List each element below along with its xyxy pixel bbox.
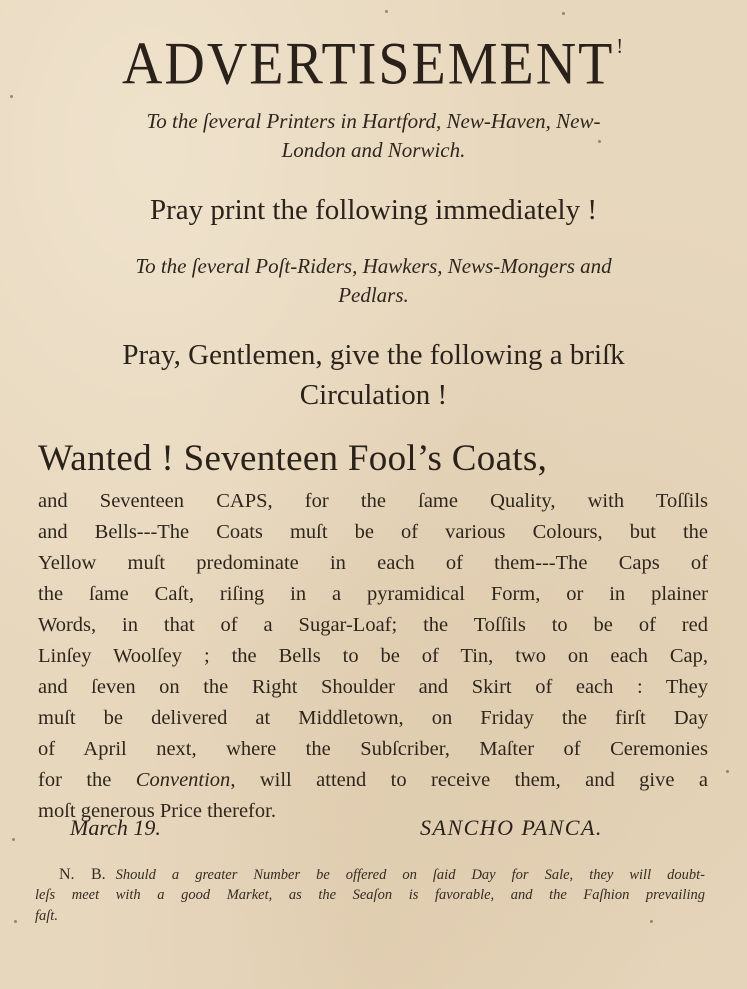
paper-speck: [12, 838, 15, 841]
paper-speck: [650, 920, 653, 923]
body-line: muſt be delivered at Middletown, on Friday the firſt Day: [38, 707, 708, 729]
nota-bene-label: N. B.: [59, 866, 106, 883]
body-line: of April next, where the Subſcriber, Maſter of Ceremonies: [38, 738, 708, 760]
paper-speck: [726, 770, 729, 773]
paper-speck: [562, 12, 565, 15]
convention-before: for the: [38, 769, 136, 791]
request-print-heading: [20, 190, 727, 230]
nota-bene-line-3: faſt.: [35, 908, 58, 924]
body-line-convention: [38, 765, 708, 796]
address-to-printers: [30, 107, 717, 165]
paper-speck: [385, 10, 388, 13]
request-circulation-line-1: Pray, Gentlemen, give the following a briſk: [122, 339, 625, 371]
body-line: Linſey Woolſey ; the Bells to be of Tin, two on each Cap,: [38, 645, 708, 667]
headline-exclamation: !: [616, 34, 626, 59]
address-printers-line-2: London and Norwich.: [281, 138, 466, 162]
body-line: and Seventeen CAPS, for the ſame Quality, with Toſſils: [38, 490, 708, 512]
address-to-riders: [30, 252, 717, 310]
request-circulation-line-2: Circulation !: [299, 379, 448, 411]
address-riders-line-1: To the ſeveral Poſt-Riders, Hawkers, News-Mongers and: [135, 254, 612, 278]
advertisement-body: [38, 486, 708, 827]
signature-date: March 19.: [70, 815, 161, 840]
body-line: and Bells---The Coats muſt be of various Colours, but the: [38, 521, 708, 543]
body-line: and ſeven on the Right Shoulder and Skirt of each : They: [38, 676, 708, 698]
convention-after: , will attend to receive them, and give a: [230, 769, 709, 791]
paper-speck: [10, 95, 13, 98]
nota-bene: [35, 864, 705, 927]
paper-speck: [14, 920, 17, 923]
headline-text: ADVERTISEMENT: [121, 30, 615, 98]
address-riders-line-2: Pedlars.: [338, 283, 409, 307]
address-printers-line-1: To the ſeveral Printers in Hartford, New-Haven, New-: [146, 109, 601, 133]
signature-name: SANCHO PANCA.: [420, 815, 603, 840]
body-line: the ſame Caſt, riſing in a pyramidical Form, or in plainer: [38, 583, 708, 605]
signature-line: [0, 815, 747, 845]
body-last-line: moſt generous Price therefor.: [38, 800, 276, 822]
nota-bene-line-1: [35, 864, 705, 885]
request-circulation-heading: [20, 335, 727, 415]
request-print-text: Pray print the following immediately !: [150, 194, 597, 226]
body-line: Yellow muſt predominate in each of them---The Caps of: [38, 552, 708, 574]
wanted-heading: Wanted ! Seventeen Fool’s Coats,: [38, 438, 548, 479]
nota-bene-text-1: Should a greater Number be offered on ſaid Day for Sale, they will doubt-: [115, 867, 705, 883]
headline: [0, 30, 747, 98]
nota-bene-line-2: leſs meet with a good Market, as the Seaſon is favorable, and the Faſhion prevailing: [35, 887, 705, 903]
body-line: Words, in that of a Sugar-Loaf; the Toſſils to be of red: [38, 614, 708, 636]
paper-speck: [598, 140, 601, 143]
convention-word: Convention: [135, 769, 231, 791]
